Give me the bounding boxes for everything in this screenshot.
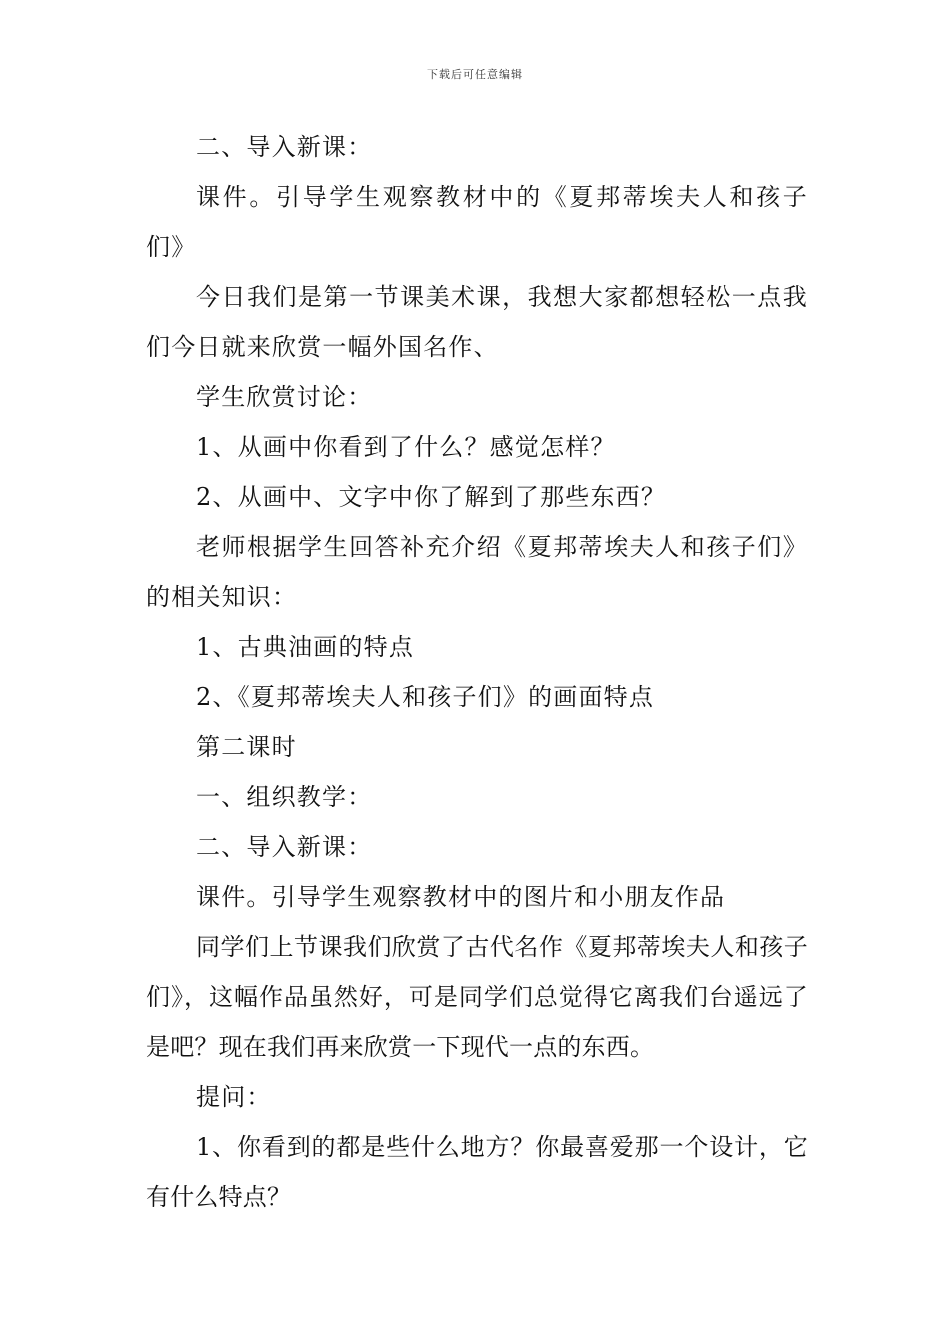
paragraph-15: 提问： [196, 1083, 272, 1111]
paragraph-12: 二、导入新课： [196, 833, 373, 861]
paragraph-1: 二、导入新课： [196, 133, 373, 161]
paragraph-3: 今日我们是第一节课美术课，我想大家都想轻松一点我们今日就来欣赏一幅外国名作、 [146, 283, 808, 361]
paragraph-7: 老师根据学生回答补充介绍《夏邦蒂埃夫人和孩子们》的相关知识： [146, 533, 808, 611]
paragraph-16: 1、你看到的都是些什么地方？你最喜爱那一个设计，它有什么特点？ [146, 1133, 808, 1211]
paragraph-5: 1、从画中你看到了什么？感觉怎样？ [196, 433, 616, 461]
paragraph-8: 1、古典油画的特点 [196, 633, 415, 661]
paragraph-10: 第二课时 [196, 733, 297, 761]
paragraph-9: 2、《夏邦蒂埃夫人和孩子们》的画面特点 [196, 683, 655, 711]
paragraph-4: 学生欣赏讨论： [196, 383, 373, 411]
paragraph-11: 一、组织教学： [196, 783, 373, 811]
paragraph-13: 课件。引导学生观察教材中的图片和小朋友作品 [196, 883, 726, 911]
paragraph-6: 2、从画中、文字中你了解到了那些东西？ [196, 483, 667, 511]
document-body [146, 122, 808, 1222]
page-header: 下载后可任意编辑 [427, 68, 523, 81]
paragraph-2: 课件。引导学生观察教材中的《夏邦蒂埃夫人和孩子们》 [146, 183, 808, 261]
paragraph-14: 同学们上节课我们欣赏了古代名作《夏邦蒂埃夫人和孩子们》，这幅作品虽然好，可是同学们总觉得它离我们台遥远了是吧？现在我们再来欣赏一下现代一点的东西。 [146, 933, 808, 1061]
